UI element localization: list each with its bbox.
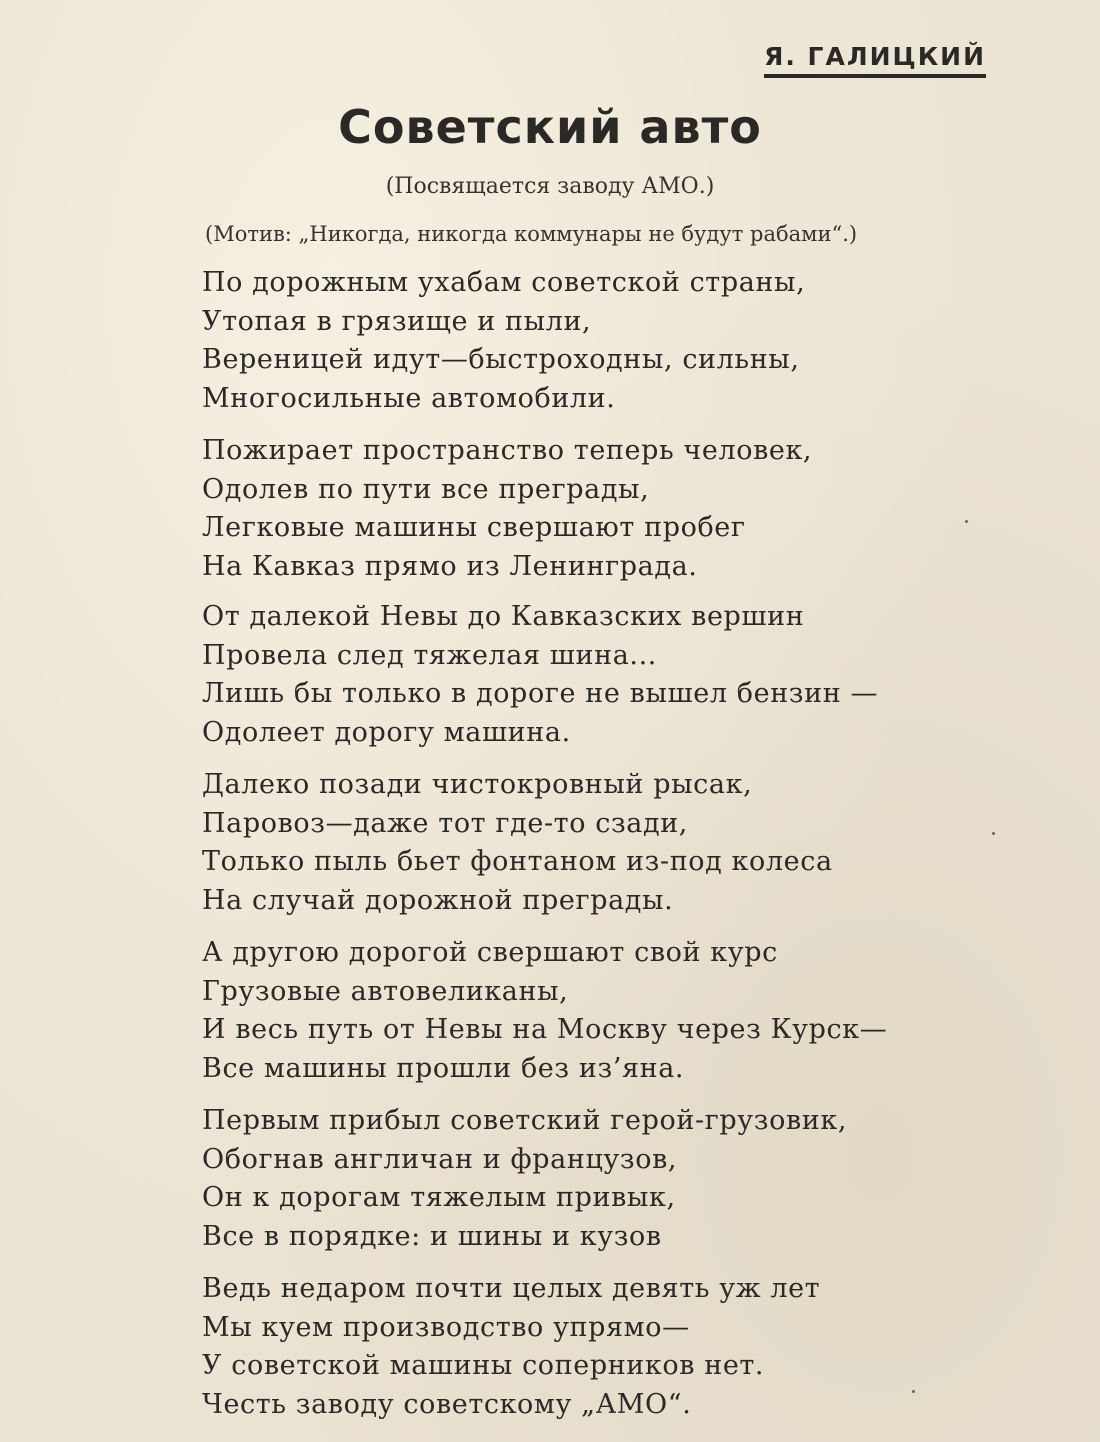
verse-line: Одолев по пути все преграды, xyxy=(202,473,650,505)
verse-line: Далеко позади чистокровный рысак, xyxy=(202,769,753,800)
verse-line: Ведь недаром почти целых девять уж лет xyxy=(202,1273,821,1304)
verse-line: Одолеет дорогу машина. xyxy=(202,716,571,748)
verse-line: А другою дорогой свершают свой курс xyxy=(202,937,778,968)
verse-line: От далекой Невы до Кавказских вершин xyxy=(202,601,805,632)
paper-speck xyxy=(912,1390,915,1393)
stanza-2 xyxy=(202,432,812,586)
verse-line: Грузовые автовеликаны, xyxy=(202,975,569,1007)
stanza-1 xyxy=(202,264,805,418)
verse-line: Пожирает пространство теперь человек, xyxy=(202,435,813,466)
verse-line: Утопая в грязище и пыли, xyxy=(202,305,592,337)
verse-line: Он к дорогам тяжелым привык, xyxy=(202,1182,676,1213)
verse-line: Обогнав англичан и французов, xyxy=(202,1143,678,1175)
verse-line: Провела след тяжелая шина... xyxy=(202,639,657,671)
verse-line: Вереницей идут—быстроходны, сильны, xyxy=(202,344,800,375)
verse-line: Легковые машины свершают пробег xyxy=(202,512,746,543)
verse-line: Только пыль бьет фонтаном из-под колеса xyxy=(202,846,833,877)
poem-title: Советский авто xyxy=(338,100,762,154)
verse-line: Все машины прошли без из’яна. xyxy=(202,1052,685,1084)
stanza-4 xyxy=(202,766,833,920)
verse-line: По дорожным ухабам советской страны, xyxy=(202,267,806,298)
verse-line: На Кавказ прямо из Ленинграда. xyxy=(202,550,698,582)
paper-speck xyxy=(992,832,995,835)
verse-line: Паровоз—даже тот где-то сзади, xyxy=(202,807,688,839)
verse-line: Первым прибыл советский герой-грузовик, xyxy=(202,1105,848,1136)
stanza-3 xyxy=(202,598,878,752)
verse-line: Честь заводу советскому „АМО“. xyxy=(202,1388,692,1420)
stanza-5 xyxy=(202,934,887,1088)
verse-line: Многосильные автомобили. xyxy=(202,382,616,414)
dedication: (Посвящается заводу АМО.) xyxy=(385,174,715,199)
verse-line: На случай дорожной преграды. xyxy=(202,884,674,916)
stanza-6 xyxy=(202,1102,847,1256)
verse-line: Все в порядке: и шины и кузов xyxy=(202,1220,662,1252)
verse-line: Лишь бы только в дороге не вышел бензин — xyxy=(202,678,879,709)
motif-note: (Мотив: „Никогда, никогда коммунары не будут рабами“.) xyxy=(205,222,858,246)
author-name: Я. ГАЛИЦКИЙ xyxy=(764,42,986,78)
verse-line: И весь путь от Невы на Москву через Курск— xyxy=(202,1014,888,1045)
verse-line: У советской машины соперников нет. xyxy=(202,1350,765,1381)
paper-speck xyxy=(965,520,968,523)
verse-line: Мы куем производство упрямо— xyxy=(202,1311,690,1343)
stanza-7 xyxy=(202,1270,820,1424)
